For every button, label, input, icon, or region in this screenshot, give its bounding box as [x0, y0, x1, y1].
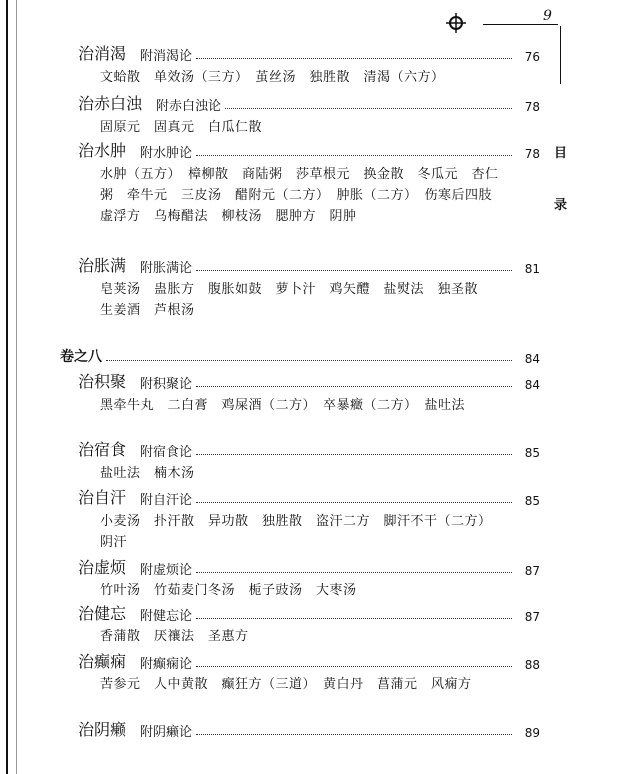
toc-entry[interactable] [78, 139, 540, 161]
dot-leader [196, 155, 512, 156]
entry-subtitle: 附积聚论 [140, 377, 193, 392]
entry-subtitle: 附健忘论 [140, 609, 193, 624]
entry-title: 治虚烦 [78, 558, 127, 577]
toc-volume-heading[interactable] [60, 344, 540, 366]
toc-entry[interactable] [78, 602, 540, 624]
left-border-rule-inner [16, 0, 17, 774]
toc-entry[interactable] [78, 254, 540, 276]
dot-leader [196, 666, 512, 667]
dot-leader [196, 572, 512, 573]
side-label-char: 目 [554, 146, 568, 161]
entry-title: 治胀满 [78, 256, 127, 275]
side-label-char: 录 [554, 198, 568, 213]
entry-subtitle: 附自汗论 [140, 493, 193, 508]
entry-page: 87 [524, 564, 540, 578]
entry-title: 治积聚 [78, 372, 127, 391]
entry-items: 文蛤散 单效汤（三方） 茧丝汤 独胜散 清渴（六方） [100, 70, 445, 85]
dot-leader [196, 734, 512, 735]
entry-subtitle: 附赤白浊论 [156, 99, 222, 114]
toc-entry[interactable] [78, 486, 540, 508]
dot-leader [196, 58, 512, 59]
entry-subtitle: 附癫痫论 [140, 657, 193, 672]
entry-page: 88 [524, 658, 540, 672]
toc-entry[interactable] [78, 718, 540, 740]
entry-items: 香蒲散 厌禳法 圣惠方 [100, 629, 249, 644]
entry-subtitle: 附水肿论 [140, 146, 193, 161]
entry-page: 85 [524, 494, 540, 508]
dot-leader [225, 108, 512, 109]
ornament-icon [445, 12, 467, 34]
toc-entry[interactable] [78, 650, 540, 672]
entry-items: 竹叶汤 竹茹麦门冬汤 栀子豉汤 大枣汤 [100, 583, 357, 598]
entry-page: 84 [524, 352, 540, 366]
entry-items: 盐吐法 楠木汤 [100, 466, 195, 481]
entry-page: 81 [524, 262, 540, 276]
dot-leader [196, 270, 512, 271]
entry-title: 治赤白浊 [78, 94, 143, 113]
dot-leader [106, 360, 512, 361]
entry-items: 固原元 固真元 白瓜仁散 [100, 120, 263, 135]
entry-subtitle: 附宿食论 [140, 445, 193, 460]
entry-subtitle: 附消渴论 [140, 49, 193, 64]
toc-entry[interactable] [78, 42, 540, 64]
volume-title: 卷之八 [60, 349, 102, 365]
entry-title: 治宿食 [78, 440, 127, 459]
toc-entry[interactable] [78, 92, 540, 114]
page-header [445, 6, 625, 36]
entry-page: 76 [524, 50, 540, 64]
entry-page: 78 [524, 147, 540, 161]
entry-items: 小麦汤 扑汗散 异功散 独胜散 盗汗二方 脚汗不干（二方） 阴汗 [100, 514, 499, 550]
entry-title: 治自汗 [78, 488, 127, 507]
entry-page: 85 [524, 446, 540, 460]
entry-page: 84 [524, 378, 540, 392]
dot-leader [196, 618, 512, 619]
entry-items: 皂荚汤 蛊胀方 腹胀如鼓 萝卜汁 鸡矢醴 盐熨法 独圣散 生姜酒 芦根汤 [100, 282, 492, 318]
side-rule [560, 26, 561, 84]
header-rule [483, 24, 558, 25]
side-label [554, 128, 567, 232]
page-number: 9 [543, 8, 552, 24]
entry-title: 治水肿 [78, 141, 127, 160]
entry-page: 78 [524, 100, 540, 114]
dot-leader [196, 502, 512, 503]
entry-subtitle: 附虚烦论 [140, 563, 193, 578]
entry-title: 治消渴 [78, 44, 127, 63]
dot-leader [196, 454, 512, 455]
entry-page: 89 [524, 726, 540, 740]
toc-entry[interactable] [78, 370, 540, 392]
entry-title: 治健忘 [78, 604, 127, 623]
entry-items: 水肿（五方） 樟柳散 商陆粥 莎草根元 换金散 冬瓜元 杏仁粥 牵牛元 三皮汤 醋附元（二方） 肿胀（二方） 伤寒后四肢虚浮方 乌梅醋法 柳枝汤 腮肿方 阴肿 [100, 167, 499, 224]
toc-entry[interactable] [78, 556, 540, 578]
left-border-rule [6, 0, 8, 774]
dot-leader [196, 386, 512, 387]
entry-subtitle: 附阴癞论 [140, 725, 193, 740]
entry-subtitle: 附胀满论 [140, 261, 193, 276]
entry-items: 苦参元 人中黄散 癫狂方（三道） 黄白丹 菖蒲元 风痫方 [100, 677, 472, 692]
entry-page: 87 [524, 610, 540, 624]
toc-entry[interactable] [78, 438, 540, 460]
entry-title: 治癫痫 [78, 652, 127, 671]
entry-items: 黑牵牛丸 二白膏 鸡屎酒（二方） 卒暴癥（二方） 盐吐法 [100, 398, 466, 413]
entry-title: 治阴癞 [78, 720, 127, 739]
